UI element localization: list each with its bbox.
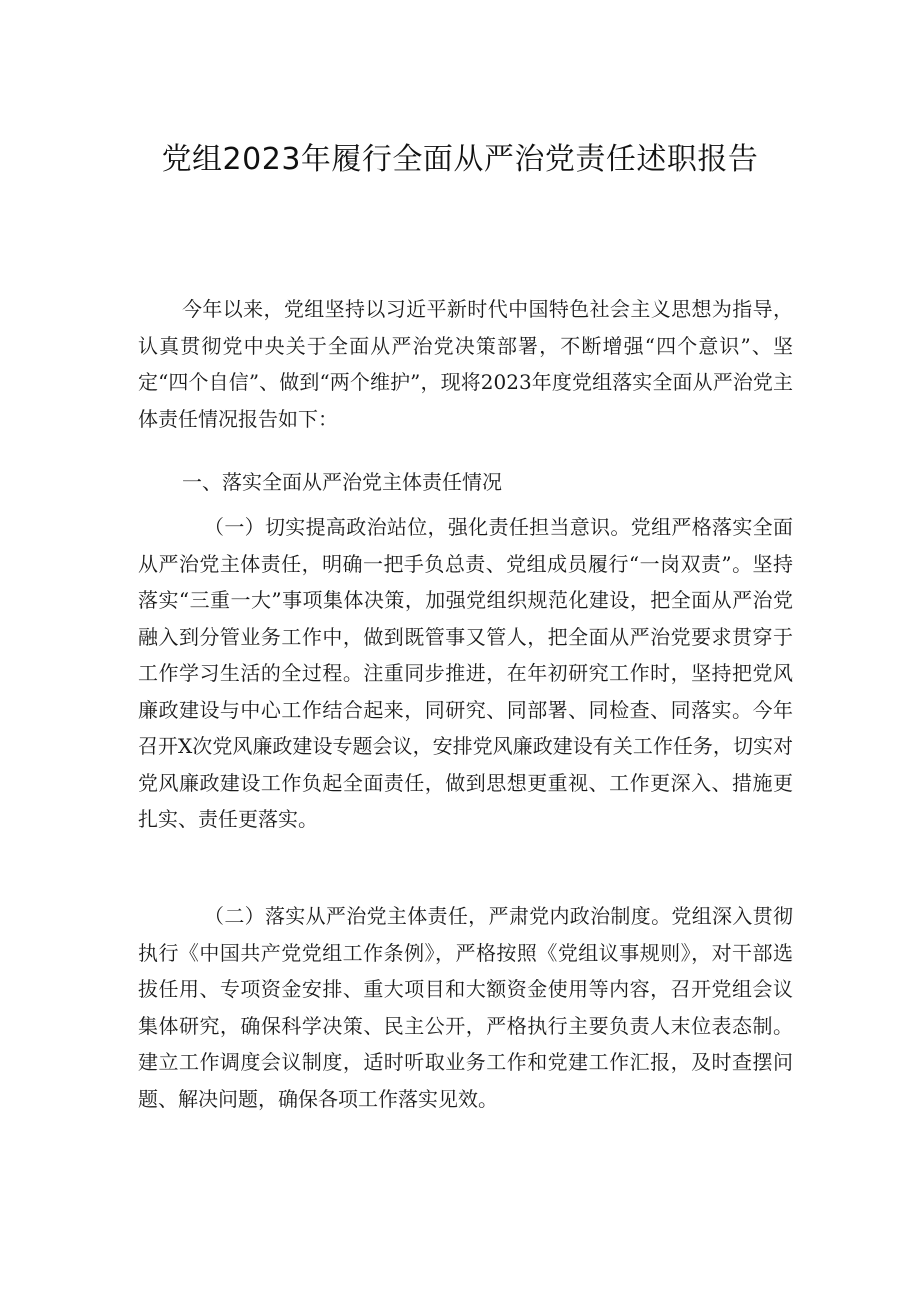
section-heading: 一、落实全面从严治党主体责任情况: [182, 470, 502, 494]
item-1-paragraph: （一）切实提高政治站位，强化责任担当意识。党组严格落实全面从严治党主体责任，明确一把手负总责、党组成员履行“一岗双责”。坚持落实“三重一大”事项集体决策，加强党组织规范化建设，把全面从严治党融入到分管业务工作中，做到既管事又管人，把全面从严治党要求贯穿于工作学习生活的全过程。注重同步推进，在年初研究工作时，坚持把党风廉政建设与中心工作结合起来，同研究、同部署、同检查、同落实。今年召开X次党风廉政建设专题会议，安排党风廉政建设有关工作任务，切实对党风廉政建设工作负起全面责任，做到思想更重视、工作更深入、措施更扎实、责任更落实。: [138, 515, 793, 831]
document-title: 党组2023年履行全面从严治党责任述职报告: [161, 142, 759, 177]
item-2-paragraph: （二）落实从严治党主体责任，严肃党内政治制度。党组深入贯彻执行《中国共产党党组工作条例》，严格按照《党组议事规则》，对干部选拔任用、专项资金安排、重大项目和大额资金使用等内容，召开党组会议集体研究，确保科学决策、民主公开，严格执行主要负责人末位表态制。建立工作调度会议制度，适时听取业务工作和党建工作汇报，及时查摆问题、解决问题，确保各项工作落实见效。: [138, 904, 793, 1111]
intro-paragraph: 今年以来，党组坚持以习近平新时代中国特色社会主义思想为指导，认真贯彻党中央关于全面从严治党决策部署，不断增强“四个意识”、坚定“四个自信”、做到“两个维护”，现将2023年度党组落实全面从严治党主体责任情况报告如下：: [138, 297, 793, 431]
